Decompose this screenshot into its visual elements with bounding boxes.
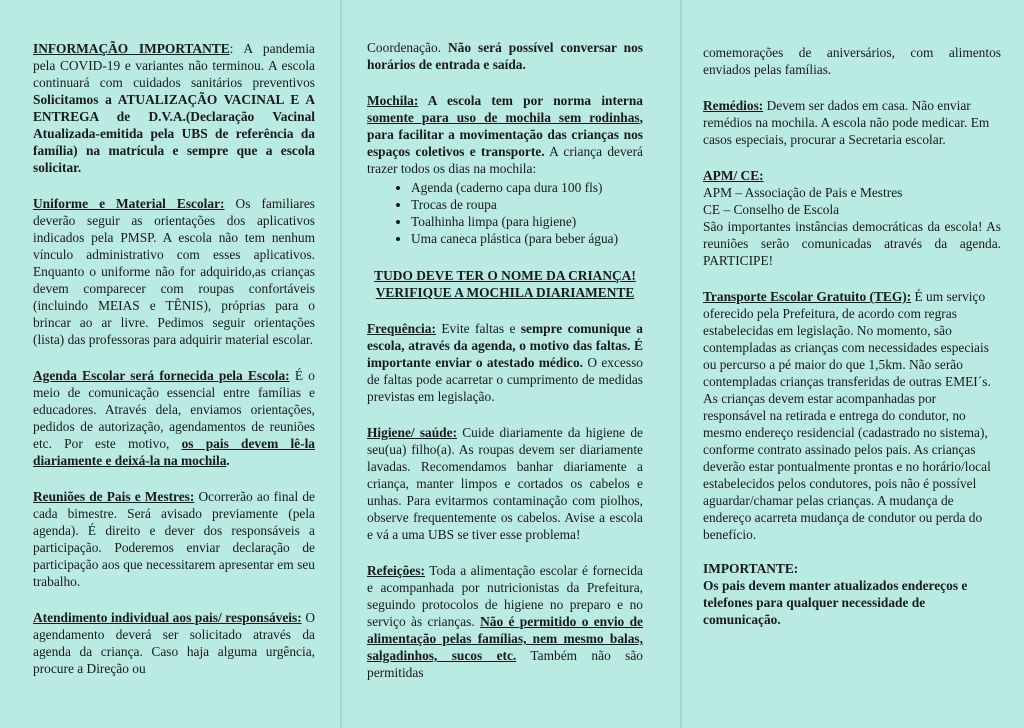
teg-text-1: É um serviço oferecido pela Prefeitura, de acordo com regras estabelecidas em legislação. No momento, são contempladas as crianças com necessidades especiais ou percurso a pé maior do que 1,5km. Não serão contempladas crianças transferidas de outras EMEI´s. <box>703 289 991 389</box>
list-item: • Uma caneca plástica (para beber água) <box>411 230 643 247</box>
uniforme-text: Os familiares deverão seguir as orientações dos aplicativos indicados pela PMSP. A escola não tem nenhum vínculo administrativo com esses aplicativos. Enquanto o uniforme não for adquirido,as crianças devem comparecer com roupas confortáveis (incluindo MEIAS e TÊNIS), próprias para o brincar ao ar livre. Pedimos seguir orientações (lista) das professoras para adquirir material escolar. <box>33 196 315 347</box>
apm-section <box>703 167 1001 269</box>
frequencia-text-1: Evite faltas e <box>435 321 521 336</box>
mochila-bold-underline: somente para uso de mochila sem rodinhas <box>367 110 640 125</box>
refeicoes-bold: Não é permitido o envio de alimentação pelas famílias, nem mesmo balas, salgadinhos, sucos etc. <box>367 614 643 663</box>
atendimento-title: Atendimento individual aos pais/ responsáveis: <box>33 610 302 625</box>
comemoracoes-section <box>703 44 1001 78</box>
atendimento-text: O agendamento deverá ser solicitado através da agenda da criança. Caso haja alguma urgência, procure a Direção ou <box>33 610 315 676</box>
fold-line-right <box>680 0 682 728</box>
apm-text: São importantes instâncias democráticas da escola! As reuniões serão comunicadas através da agenda. PARTICIPE! <box>703 219 1001 268</box>
mochila-section <box>367 92 643 177</box>
mochila-text: A criança deverá trazer todos os dias na mochila: <box>367 144 643 176</box>
uniforme-title: Uniforme e Material Escolar: <box>33 196 225 211</box>
agenda-title: Agenda Escolar será fornecida pela Escola: <box>33 368 290 383</box>
info-text: : A pandemia pela COVID-19 e variantes não terminou. A escola continuará com cuidados sanitários preventivos <box>33 41 315 90</box>
nome-warning <box>367 267 643 301</box>
agenda-text: É o meio de comunicação essencial entre famílias e educadores. Através dela, enviamos orientações, pedidos de autorização, agendamentos de reuniões etc. Por este motivo, <box>33 368 315 451</box>
mochila-bold-1: A escola tem por norma interna <box>418 93 643 108</box>
importante-text: Os pais devem manter atualizados endereços e telefones para qualquer necessidade de comunicação. <box>703 578 968 627</box>
atendimento-section <box>33 609 315 677</box>
refeicoes-section <box>367 562 643 681</box>
list-item: • Agenda (caderno capa dura 100 fls) <box>411 179 643 196</box>
list-item: • Trocas de roupa <box>411 196 643 213</box>
teg-title: Transporte Escolar Gratuito (TEG): <box>703 289 912 304</box>
higiene-section <box>367 424 643 543</box>
apm-line-1: APM – Associação de Pais e Mestres <box>703 185 903 200</box>
reunioes-text: Ocorrerão ao final de cada bimestre. Será avisado previamente (pela agenda). É direito e dever dos responsáveis a participação. Poderemos enviar declaração de participação aos que necessitarem apresentar em seu trabalho. <box>33 489 315 589</box>
importante-title: IMPORTANTE: <box>703 561 799 576</box>
reunioes-section <box>33 488 315 590</box>
coordenacao-section <box>367 39 643 73</box>
agenda-end: . <box>226 453 230 468</box>
apm-title: APM/ CE: <box>703 168 764 183</box>
refeicoes-title: Refeições: <box>367 563 425 578</box>
info-bold-text: Solicitamos a ATUALIZAÇÃO VACINAL E A ENTREGA de D.V.A.(Declaração Vacinal Atualizada-emitida pela UBS de referência da família) na matrícula e sempre que a escola solicitar. <box>33 92 315 175</box>
mochila-bold-2: , para facilitar a movimentação das crianças nos espaços coletivos e transporte. <box>367 110 643 159</box>
refeicoes-end: Também não são permitidas <box>367 648 643 680</box>
teg-section <box>703 288 1001 543</box>
higiene-title: Higiene/ saúde: <box>367 425 458 440</box>
remedios-title: Remédios: <box>703 98 764 113</box>
remedios-section <box>703 97 1001 148</box>
fold-line-left <box>340 0 342 728</box>
refeicoes-text: Toda a alimentação escolar é fornecida e acompanhada por nutricionistas da Prefeitura, seguindo protocolos de higiene no preparo e no serviço às crianças. <box>367 563 643 629</box>
nome-warning-line-2: VERIFIQUE A MOCHILA DIARIAMENTE <box>375 285 635 300</box>
frequencia-title: Frequência: <box>367 321 436 336</box>
remedios-text: Devem ser dados em casa. Não enviar remédios na mochila. A escola não pode medicar. Em casos especiais, procurar a Secretaria escolar. <box>703 98 990 147</box>
frequencia-text-2: O excesso de faltas pode acarretar o cumprimento de medidas previstas em legislação. <box>367 355 643 404</box>
frequencia-bold: sempre comunique a escola, através da agenda, o motivo das faltas. É importante enviar o atestado médico. <box>367 321 643 370</box>
info-title: INFORMAÇÃO IMPORTANTE <box>33 41 230 56</box>
nome-warning-line-1: TUDO DEVE TER O NOME DA CRIANÇA! <box>374 268 636 283</box>
reunioes-title: Reuniões de Pais e Mestres: <box>33 489 195 504</box>
uniforme-section <box>33 195 315 348</box>
mochila-title: Mochila: <box>367 93 419 108</box>
info-section <box>33 40 315 176</box>
teg-text-2: As crianças devem estar acompanhadas por responsável na retirada e entrega do condutor, no mesmo endereço residencial (cadastrado no sistema), conforme contrato assinado pelos pais. As crianças deverão estar pontualmente prontas e no horário/local estabelecidos pelos condutores, pois não é possível aguardar/chamar pelas crianças. A mudança de endereço acarreta mudança de condutor ou perda do benefício. <box>703 391 991 542</box>
column-left <box>33 0 315 728</box>
coordenacao-text: Coordenação. <box>367 40 448 55</box>
mochila-list <box>367 179 643 247</box>
list-item: • Toalhinha limpa (para higiene) <box>411 213 643 230</box>
column-right <box>703 0 1001 728</box>
importante-section <box>703 560 1001 628</box>
column-middle <box>367 0 643 728</box>
comemoracoes-text: comemorações de aniversários, com alimentos enviados pelas famílias. <box>703 45 1001 77</box>
apm-line-2: CE – Conselho de Escola <box>703 202 840 217</box>
coordenacao-bold: Não será possível conversar nos horários de entrada e saída. <box>367 40 643 72</box>
frequencia-section <box>367 320 643 405</box>
higiene-text: Cuide diariamente da higiene de seu(ua) filho(a). As roupas devem ser diariamente lavadas. Recomendamos banhar diariamente a criança, manter limpos e cortados os cabelos e unhas. Para evitarmos contaminação com piolhos, observe frequentemente os cabelos. Avise a escola e vá a uma UBS se tiver esse problema! <box>367 425 643 542</box>
agenda-section <box>33 367 315 469</box>
agenda-bold-text: os pais devem lê-la diariamente e deixá-la na mochila <box>33 436 315 468</box>
